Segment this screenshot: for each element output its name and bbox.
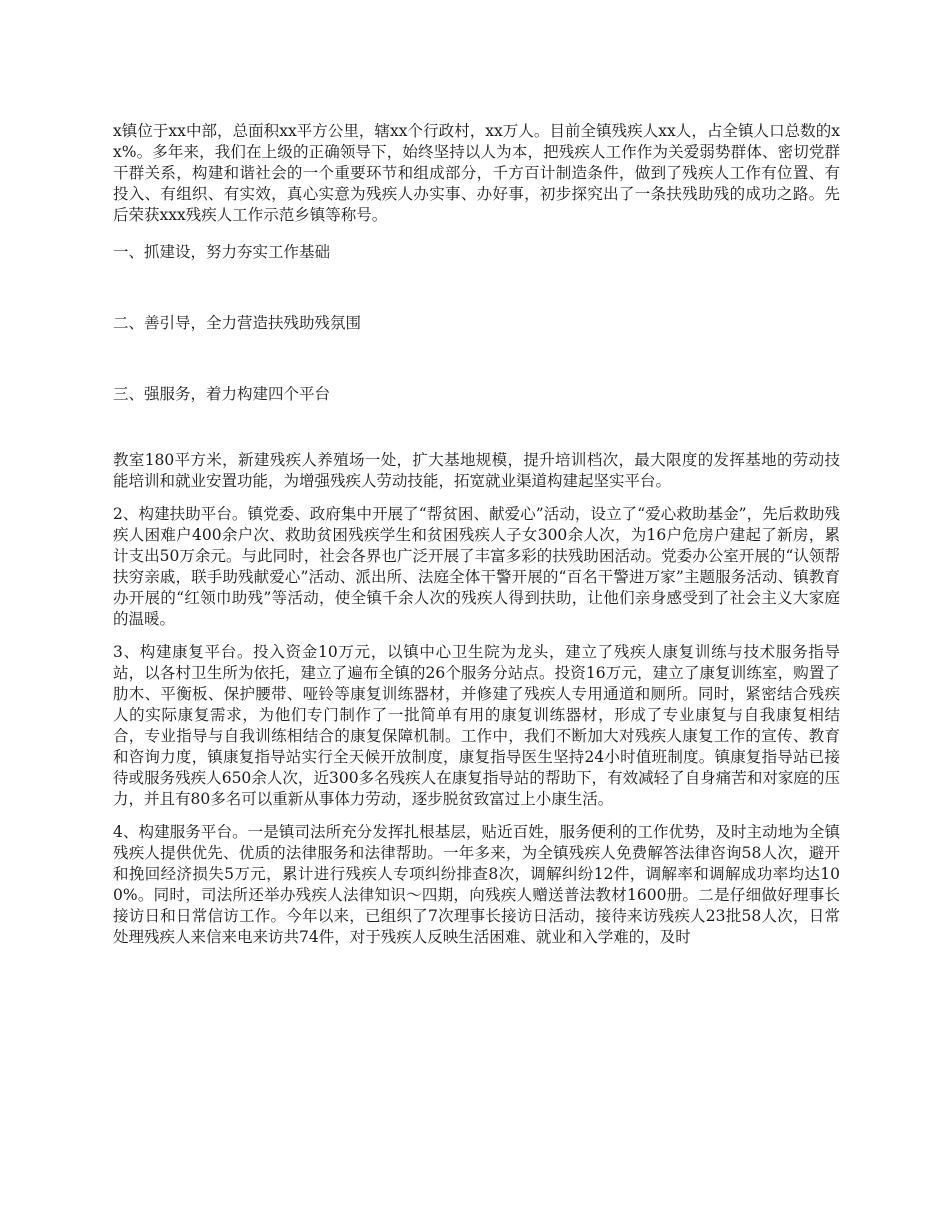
blank-space (113, 405, 840, 450)
body-paragraph-classroom: 教室180平方米，新建残疾人养殖场一处，扩大基地规模，提升培训档次，最大限度的发挥基地的劳动技能培训和就业安置功能，为增强残疾人劳动技能，拓宽就业渠道构建起坚实平台。 (113, 451, 840, 490)
section-heading-1: 一、抓建设，努力夯实工作基础 (113, 243, 331, 261)
body-paragraph-assistance-platform: 2、构建扶助平台。镇党委、政府集中开展了“帮贫困、献爱心”活动，设立了“爱心救助基金”，先后救助残疾人困难户400余户次、救助贫困残疾学生和贫困残疾人子女300余人次，为16户危房户建起了新房，累计支出50万余元。与此同时，社会各界也广泛开展了丰富多彩的扶残助困活动。党委办公室开展的“认领帮扶穷亲戚，联手助残献爱心”活动、派出所、法庭全体干警开展的“百名干警进万家”主题服务活动、镇教育办开展的“红领巾助残”等活动，使全镇千余人次的残疾人得到扶助，让他们亲身感受到了社会主义大家庭的温暖。 (113, 505, 840, 628)
body-paragraph-rehab-platform: 3、构建康复平台。投入资金10万元，以镇中心卫生院为龙头，建立了残疾人康复训练与技术服务指导站，以各村卫生所为依托，建立了遍布全镇的26个服务分站点。投资16万元，建立了康复训练室，购置了肋木、平衡板、保护腰带、哑铃等康复训练器材，并修建了残疾人专用通道和厕所。同时，紧密结合残疾人的实际康复需求，为他们专门制作了一批简单有用的康复训练器材，形成了专业康复与自我康复相结合，专业指导与自我训练相结合的康复保障机制。工作中，我们不断加大对残疾人康复工作的宣传、教育和咨询力度，镇康复指导站实行全天候开放制度，康复指导医生坚持24小时值班制度。镇康复指导站已接待或服务残疾人650余人次，近300多名残疾人在康复指导站的帮助下，有效减轻了自身痛苦和对家庭的压力，并且有80多名可以重新从事体力劳动，逐步脱贫致富过上小康生活。 (113, 643, 840, 808)
blank-space (113, 263, 840, 313)
section-heading-2: 二、善引导，全力营造扶残助残氛围 (113, 314, 362, 332)
body-paragraph-service-platform: 4、构建服务平台。一是镇司法所充分发挥扎根基层，贴近百姓，服务便利的工作优势，及时主动地为全镇残疾人提供优先、优质的法律服务和法律帮助。一年多来，为全镇残疾人免费解答法律咨询58人次，避开和挽回经济损失5万元，累计进行残疾人专项纠纷排查8次，调解纠纷12件，调解率和调解成功率均达100%。同时，司法所还举办残疾人法律知识～四期，向残疾人赠送普法教材1600册。二是仔细做好理事长接访日和日常信访工作。今年以来，已组织了7次理事长接访日活动，接待来访残疾人23批58人次，日常处理残疾人来信来电来访共74件，对于残疾人反映生活困难、就业和入学难的，及时 (113, 823, 840, 946)
section-heading-3: 三、强服务，着力构建四个平台 (113, 385, 331, 403)
blank-space (113, 334, 840, 384)
intro-paragraph: x镇位于xx中部，总面积xx平方公里，辖xx个行政村，xx万人。目前全镇残疾人xx人，占全镇人口总数的xx%。多年来，我们在上级的正确领导下，始终坚持以人为本，把残疾人工作作为关爱弱势群体、密切党群干群关系，构建和谐社会的一个重要环节和组成部分，千方百计制造条件，做到了残疾人工作有位置、有投入、有组织、有实效，真心实意为残疾人办实事、办好事，初步探究出了一条扶残助残的成功之路。先后荣获xxx残疾人工作示范乡镇等称号。 (113, 122, 840, 224)
document-body (113, 121, 840, 960)
